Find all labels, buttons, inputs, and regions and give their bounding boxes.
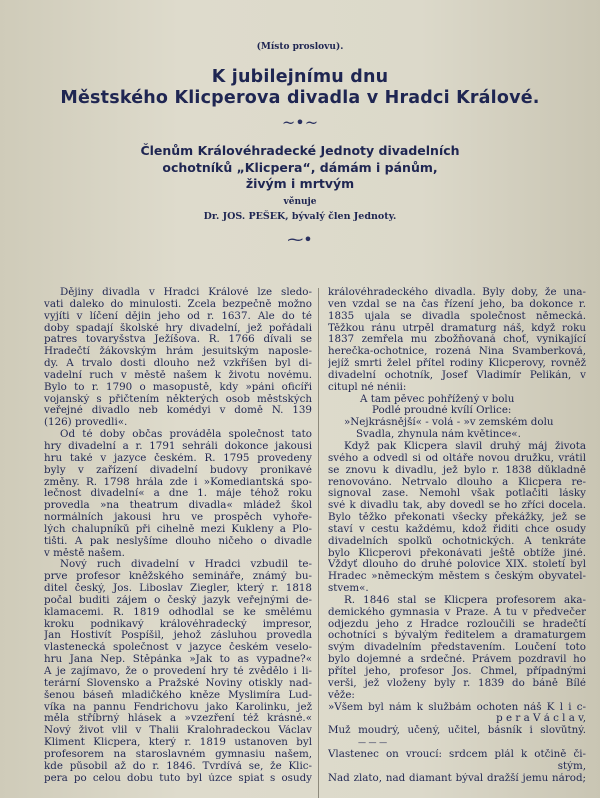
text-line: verši, jež vloženy byly r. 1839 do báně Bílé: [328, 677, 586, 689]
text-line: jejíž smrti želel přítel rodiny Klicperovy, rovněž: [328, 358, 586, 370]
text-line: Hradečtí žákovským hrám jesuitským naposle-: [44, 346, 312, 358]
text-line: ven vzdal se na čas řízení jeho, ba dokonce r.: [328, 298, 586, 310]
text-line: terární Slovensko a Pražské Noviny otiskly nad-: [44, 677, 312, 689]
text-line: signoval zase. Nemohl však potlačiti lásky: [328, 488, 586, 500]
text-line: pera po celou dobu tuto byl úzce spiat s osudy: [44, 772, 312, 784]
text-line: klamacemi. R. 1819 odhodlal se ke smělému: [44, 606, 312, 618]
text-line: byly v zařízení divadelní budovy pronikavé: [44, 464, 312, 476]
text-line: (126) provedli«.: [44, 417, 128, 429]
text-line: Dějiny divadla v Hradci Králové lze sledo-: [60, 287, 312, 298]
text-line: Těžkou ránu utrpěl dramaturg náš, když roku: [328, 322, 586, 334]
text-line: bylo Klicperovi překonávati ještě obtíže jiné.: [328, 547, 586, 559]
text-line: citupl né nénii:: [328, 381, 407, 393]
text-line: věže:: [328, 689, 355, 701]
text-line: v městě našem.: [44, 547, 125, 559]
text-line: víka na pannu Fendrichovu jako Karolinku, jež: [44, 701, 312, 713]
text-line: Podlé proudné kvílí Orlice:: [372, 405, 512, 417]
dedication: věnuje: [283, 197, 317, 207]
text-line: vojanský s přičtením některých osob městských: [44, 393, 312, 405]
text-line: Svadla, zhynula nám květince«.: [356, 429, 521, 441]
right-column: [328, 287, 586, 784]
author: Dr. JOS. PEŠEK, bývalý člen Jednoty.: [203, 211, 397, 222]
text-line: ochotníci s bývalým ředitelem a dramaturgem: [328, 630, 586, 642]
text-line: Hradec »německým městem s českým obyvatel-: [328, 571, 586, 583]
text-line: vlastenecká společnost v jazyce českém veselo-: [44, 642, 312, 654]
text-line: Vždyť dlouho do druhé polovice XIX. století byl: [328, 559, 586, 571]
column-divider: [318, 288, 319, 798]
text-line: Muž moudrý, učený, učitel, básník i slovůtný.: [328, 725, 586, 737]
text-line: lečnost divadelní« a dne 1. máje téhož roku: [44, 488, 312, 500]
text-line: odjezdu jeho z Hradce rozloučili se hradečtí: [328, 618, 586, 630]
text-line: patres tovaryšstva Ježíšova. R. 1766 dívali se: [44, 334, 312, 346]
title-line-2: Městského Klicperova divadla v Hradci Králové.: [60, 88, 540, 108]
text-line: demického gymnasia v Praze. A tu v předvečer: [328, 606, 586, 618]
text-line: stým,: [557, 760, 586, 772]
text-line: kde působil až do r. 1846. Tvrdívá se, že Klic-: [44, 760, 312, 772]
text-line: Od té doby občas prováděla společnost tato: [60, 429, 312, 441]
text-line: provedla »na theatrum divadla« mládež škol: [44, 500, 312, 512]
text-line: hru Jana Nep. Štěpánka »Jak to as vypadne?«: [44, 654, 312, 666]
text-line: tišti. A pak neslyšíme dlouho ničeho o divadle: [44, 535, 312, 547]
text-line: herečka-ochotnice, rozená Nina Svamberková,: [328, 346, 586, 358]
text-line: R. 1846 stal se Klicpera profesorem aka-: [344, 594, 586, 606]
text-line: »Všem byl nám k službám ochoten náš K l i c-: [328, 701, 586, 713]
text-line: počal buditi zájem o český jazyk veřejnými de-: [44, 594, 312, 606]
text-line: své k divadlu tak, aby dovedl se ho zříci docela.: [328, 500, 586, 512]
text-line: 1837 zemřela mu zbožňovaná choť, vynikající: [328, 334, 586, 346]
text-line: svým divadelním představením. Loučení toto: [328, 642, 586, 654]
title-line-1: K jubilejnímu dnu: [211, 67, 389, 87]
text-line: hru také v jazyce českém. R. 1795 provedeny: [44, 452, 312, 464]
subtitle-line-1: Členům Královéhradecké Jednoty divadelních: [140, 143, 460, 158]
text-line: vyjíti v líčení dějin jeho od r. 1637. Ale do té: [44, 310, 312, 322]
ornament-icon: ~•~: [281, 113, 319, 132]
text-line: divadelních spolků ochotnických. A tenkráte: [328, 535, 586, 547]
text-line: doby spadají školské hry divadelní, jež pořádali: [44, 322, 312, 334]
text-line: veřejné divadlo neb komédyi v domě N. 139: [44, 405, 312, 417]
subtitle-line-3: živým i mrtvým: [245, 176, 355, 191]
text-line: Bylo to r. 1790 o masopustě, kdy »páni oficíři: [44, 381, 312, 393]
text-line: hry divadelní a r. 1791 sehráli dokonce jakousi: [44, 440, 312, 452]
text-line: Když pak Klicpera slavil druhý máj života: [344, 440, 586, 452]
text-line: renovováno. Netrvalo dlouho a Klicpera re-: [328, 476, 586, 488]
text-line: dy. A trvalo dosti dlouho než vzkříšen byl di-: [44, 358, 312, 370]
subtitle-line-2: ochotníků „Klicpera“, dámám i pánům,: [162, 160, 438, 175]
text-line: přítel jeho, profesor Jos. Chmel, případnými: [328, 666, 586, 677]
text-line: bylo dojemné a srdečné. Právem pozdravil ho: [328, 654, 586, 666]
text-line: šenou báseň mladičkého kněze Myslimíra Lud-: [44, 689, 312, 701]
text-line: normálních jakousi hru ve prospěch vyhoře-: [44, 512, 312, 524]
text-line: měla stříbrný hlásek a »vzezření též krásné.«: [44, 713, 312, 725]
text-line: prve profesor kněžského semináře, známý bu-: [44, 571, 312, 583]
text-line: divadelní ochotník, Josef Vladimír Pelikán, v: [328, 369, 586, 381]
text-line: svého a odvedl si od oltáře novou družku, vrátil: [328, 452, 586, 464]
text-line: — — —: [358, 738, 388, 748]
place-note: (Místo proslovu).: [256, 42, 344, 52]
text-line: A tam pěvec pohřížený v bolu: [360, 393, 515, 405]
text-line: Bylo těžko překonati všecky překážky, jež se: [328, 512, 586, 524]
text-line: A je zajímavo, že o provedení hry té zvědělo i li-: [44, 666, 312, 677]
text-line: Vlastenec on vroucí: srdcem plál k otčině či-: [328, 748, 586, 760]
text-line: se znovu k divadlu, jež bylo r. 1838 důkladně: [328, 464, 586, 476]
ornament-icon: ⁓•: [287, 230, 313, 249]
text-line: Nový život vlil v Thalii Kralohradeckou Václav: [44, 725, 312, 737]
text-line: p e r a V á c l a v,: [496, 713, 586, 725]
text-line: změny. R. 1798 hrála zde i »Komediantská spo-: [44, 476, 312, 488]
left-column: [44, 287, 312, 784]
text-line: staví v cestu každému, kdož řiditi chce osudy: [328, 523, 586, 535]
text-line: Nový ruch divadelní v Hradci vzbudil te-: [60, 559, 312, 571]
text-line: kroku podnikavý královéhradecký impresor,: [44, 618, 312, 630]
text-line: 1835 ujala se divadla společnost německá.: [328, 310, 586, 322]
text-line: vati daleko do minulosti. Zcela bezpečně možno: [44, 298, 312, 310]
text-line: Kliment Klicpera, který r. 1819 ustanoven byl: [44, 737, 312, 749]
text-line: lých chalupníků při cihelně mezi Kukleny a Plo-: [44, 523, 312, 535]
text-line: Jan Hostivít Pospíšil, jehož zásluhou provedla: [44, 630, 312, 642]
text-line: vadelní ruch v městě našem k životu novému.: [44, 369, 312, 381]
text-line: ditel český, Jos. Liboslav Ziegler, který r. 1818: [44, 583, 312, 595]
text-line: profesorem na staroslavném gymnasiu našem,: [44, 748, 312, 760]
text-line: stvem«.: [328, 583, 369, 595]
text-line: »Nejkrásnější« - volá - »v zemském dolu: [344, 417, 554, 429]
text-line: Nad zlato, nad diamant býval dražší jemu národ;: [328, 772, 586, 784]
text-line: královéhradeckého divadla. Byly doby, že una-: [328, 287, 586, 298]
